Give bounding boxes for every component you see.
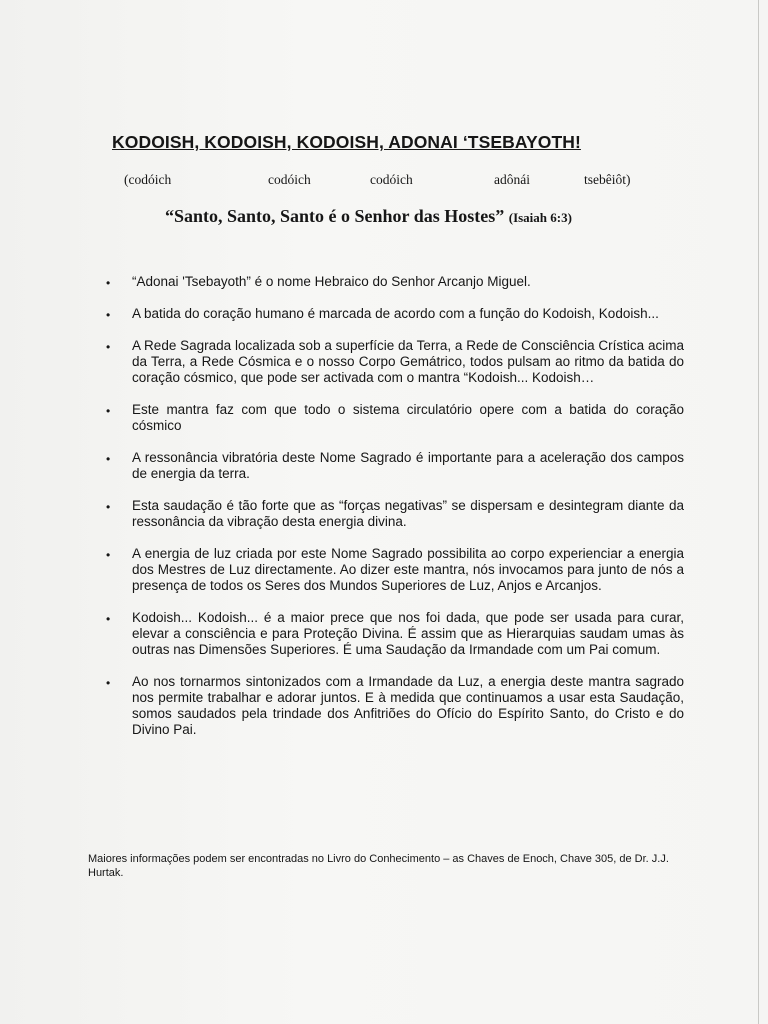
pronunciation-3: codóich (370, 172, 413, 187)
document-title: KODOISH, KODOISH, KODOISH, ADONAI ‘TSEBAYOTH! (112, 132, 581, 152)
bullet-item: • “Adonai 'Tsebayoth” é o nome Hebraico do Senhor Arcanjo Miguel. (104, 274, 684, 290)
pronunciation-4: adônái (494, 172, 530, 187)
bullet-item: • A ressonância vibratória deste Nome Sagrado é importante para a aceleração dos campos de energia da terra. (104, 450, 684, 482)
pronunciation-5: tsebêiôt) (584, 172, 631, 187)
bullet-item: • Este mantra faz com que todo o sistema circulatório opere com a batida do coração cósmico (104, 402, 684, 434)
document-subtitle (165, 206, 685, 227)
bullet-list (104, 274, 684, 738)
bullet-item: • A energia de luz criada por este Nome Sagrado possibilita ao corpo experienciar a energia dos Mestres de Luz directamente. Ao dizer este mantra, nós invocamos para junto de nós a presença de todos os Seres dos Mundos Superiores de Luz, Anjos e Arcanjos. (104, 546, 684, 594)
subtitle-text: “Santo, Santo, Santo é o Senhor das Hostes” (165, 206, 505, 226)
bullet-item: • Esta saudação é tão forte que as “forças negativas” se dispersam e desintegram diante da ressonância da vibração desta energia divina. (104, 498, 684, 530)
page-edge-divider (758, 0, 759, 1024)
bullet-item: • A batida do coração humano é marcada de acordo com a função do Kodoish, Kodoish... (104, 306, 684, 322)
bullet-item: • Ao nos tornarmos sintonizados com a Irmandade da Luz, a energia deste mantra sagrado nos permite trabalhar e adorar juntos. E à medida que continuamos a usar esta Saudação, somos saudados pela trindade dos Anfitriões do Ofício do Espírito Santo, do Cristo e do Divino Pai. (104, 674, 684, 738)
footnote: Maiores informações podem ser encontradas no Livro do Conhecimento – as Chaves de Enoch, Chave 305, de Dr. J.J. Hurtak. (88, 853, 669, 879)
pronunciation-2: codóich (268, 172, 311, 187)
bullet-item: • Kodoish... Kodoish... é a maior prece que nos foi dada, que pode ser usada para curar, elevar a consciência e para Proteção Divina. É assim que as Hierarquias saudam umas às outras nas Dimensões Superiores. É uma Saudação da Irmandade com um Pai comum. (104, 610, 684, 658)
subtitle-reference: (Isaiah 6:3) (508, 210, 572, 225)
bullet-item: • A Rede Sagrada localizada sob a superfície da Terra, a Rede de Consciência Crística acima da Terra, a Rede Cósmica e o nosso Corpo Gemátrico, todos pulsam ao ritmo da batida do coração cósmico, que pode ser activada com o mantra “Kodoish... Kodoish… (104, 338, 684, 386)
pronunciation-1: (codóich (124, 172, 172, 187)
